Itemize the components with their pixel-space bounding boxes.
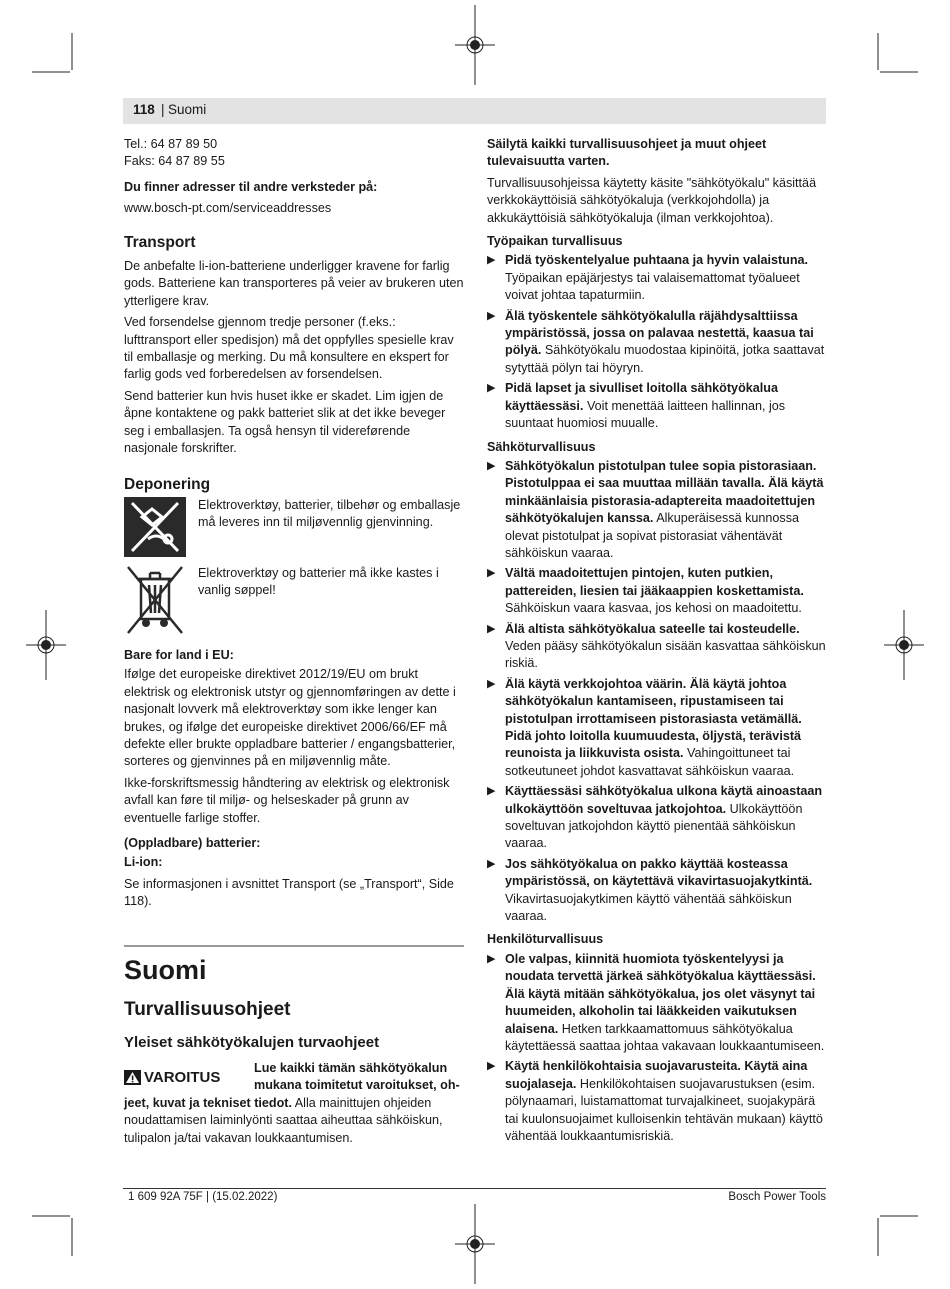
list-item [487,783,827,853]
warning-rest: Alla mainittujen ohjeiden noudattamisen laiminlyönti saattaa aiheuttaa sähköiskun, tulipalon ja/tai vakavan loukkaantumisen. [124,1095,443,1145]
disposal-text-2: Elektroverktøy og batterier må ikke kastes i vanlig søppel! [198,565,439,598]
warning-block [124,1060,464,1095]
item-bold: Pidä lapset ja sivulliset loitolla sähkötyökalua käyttäessäsi. [505,381,778,413]
warning-lead-line-3: jeet, kuvat ja tekniset tiedot. [124,1095,292,1110]
contact-tel: Tel.: 64 87 89 50 [124,137,218,151]
item-text: Työpaikan epäjärjestys tai valaisemattomat työalueet voivat johtaa tapaturmiin. [505,270,800,303]
list-item [487,621,827,673]
left-column [124,136,464,1151]
liion-label: Li-ion: [124,855,163,870]
footer-brand: Bosch Power Tools [728,1191,826,1203]
item-bold: Sähkötyökalun pistotulpan tulee sopia pistorasiaan. Pistotulppaa ei saa muuttaa millään tavalla. Älä käytä minkäänlaisia pistorasia-adaptereita maadoitettujen sähkötyökalujen kanssa. [505,458,824,526]
item-text: Sähkötyökalu muodostaa kipinöitä, jotka saattavat sytyttää pölyn tai höyryn. [505,343,825,375]
item-text: Ulkokäyttöön soveltuvan jatkojohdon käyttö pienentää sähköiskun vaaraa. [505,801,803,851]
warning-label-text: VAROITUS [144,1068,221,1086]
list-item [487,458,827,562]
crossed-wheelie-bin-icon [124,565,194,635]
item-text: Voit menettää laitteen hallinnan, jos suuntaat huomiosi muualle. [505,398,786,431]
item-text: Alkuperäisessä kunnossa olevat pistotulpat ja sopivat pistorasiat vähentävät sähköiskun vaaraa. [505,511,800,560]
list-item [487,308,827,378]
registration-mark-icon [884,610,924,680]
item-bold: Pidä työskentelyalue puhtaana ja hyvin valaistuna. [505,253,809,268]
registration-mark-icon [455,1204,495,1284]
liion-paragraph: Se informasjonen i avsnittet Transport (se „Transport“, Side 118). [124,876,454,909]
header-band [123,98,826,124]
list-item [487,856,827,926]
transport-paragraph-3: Send batterier kun hvis huset ikke er skadet. Lim igjen de åpne kontaktene og pakk batteriet slik at det ikke beveger seg i emballasjen. Ta også hensyn til videreførende nasjonale forskrifter. [124,388,446,456]
page-number: 118 [133,102,155,117]
list-item [487,676,827,780]
section-heading: Yleiset sähkötyökalujen turvaohjeet [124,1033,380,1051]
bullet-arrow-icon: ▶ [487,567,496,580]
section-divider [124,945,464,947]
item-bold: Vältä maadoitettujen pintojen, kuten putkien, pattereiden, liesien tai jääkaappien koskettamista. [505,566,804,598]
eu-label: Bare for land i EU: [124,647,234,662]
transport-heading: Transport [124,233,196,251]
disposal-text-1: Elektroverktøy, batterier, tilbehør og emballasje må leveres inn til miljøvennlig gjenvinning. [198,497,461,530]
batteries-label: (Oppladbare) batterier: [124,835,261,850]
bullet-arrow-icon: ▶ [487,677,496,690]
addresses-label: Du finner adresser til andre verksteder på: [124,179,378,194]
disposal-row-1 [124,497,464,559]
item-text: Vikavirtasuojakytkimen käyttö vähentää sähköiskun vaaraa. [505,891,792,924]
bullet-arrow-icon: ▶ [487,459,496,472]
work-area-heading: Työpaikan turvallisuus [487,234,623,249]
language-heading: Suomi [124,954,207,985]
registration-mark-icon [26,610,66,680]
bullet-arrow-icon: ▶ [487,857,496,870]
work-area-list [487,252,827,432]
personal-safety-list [487,951,827,1145]
disposal-row-2 [124,565,464,635]
bullet-arrow-icon: ▶ [487,254,496,267]
bullet-arrow-icon: ▶ [487,309,496,322]
bullet-arrow-icon: ▶ [487,382,496,395]
item-bold: Jos sähkötyökalua on pakko käyttää kosteassa ympäristössä, on käytettävä vikavirtasuojakytkintä. [505,856,813,889]
item-bold: Älä käytä verkkojohtoa väärin. Älä käytä johtoa sähkötyökalun kantamiseen, ripustamiseen tai pistotulpan irrottamiseen pistorasiasta vetämällä. Pidä johto loitolla kuumuudesta, öljystä, terävistä reunoista ja liikkuvista osista. [505,676,802,761]
list-item [487,1058,827,1145]
no-household-waste-icon [124,497,194,559]
item-bold: Ole valpas, kiinnitä huomiota työskentelyysi ja noudata tervettä järkeä sähkötyökalua käyttäessäsi. Älä käytä mitään sähkötyökalua, jos olet väsynyt tai huumeiden, alkoholin tai lääkkeiden vaikutuksen alaisena. [505,951,816,1036]
item-text: Hetken tarkkaamattomuus sähkötyökalua käytettäessä saattaa johtaa vakavaan loukkaantumiseen. [505,1021,825,1053]
list-item [487,951,827,1055]
transport-paragraph-2: Ved forsendelse gjennom tredje personer (f.eks.: lufttransport eller spedisjon) må det oppfylles spesielle krav til emballasje og merking. Du må konsultere en ekspert for farlig gods ved forberedelsen av forsendelsen. [124,315,454,382]
item-bold: Älä altista sähkötyökalua sateelle tai kosteudelle. [505,621,800,636]
item-bold: Älä työskentele sähkötyökalulla räjähdysalttiissa ympäristössä, jossa on palavaa nestettä, kaasua tai pölyä. [505,308,814,358]
keep-instructions: Säilytä kaikki turvallisuusohjeet ja muut ohjeet tulevaisuutta varten. [487,137,767,169]
footer-doc-code: 1 609 92A 75F | (15.02.2022) [128,1191,278,1203]
transport-paragraph-1: De anbefalte li-ion-batteriene underligger kravene for farlig gods. Batteriene kan transporteres på veier av brukeren uten ytterligere krav. [124,259,464,308]
item-text: Henkilökohtaisen suojavarustuksen (esim. pölynaamari, luistamattomat turvajalkineet, suojakypärä tai kuulonsuojaimet kulloisenkin tehtävän mukaan) käyttö vähentää loukkaantumisriskiä. [505,1076,823,1143]
list-item [487,252,827,304]
item-text: Vahingoittuneet tai sotkeutuneet johdot kasvattavat sähköiskun vaaraa. [505,746,795,778]
warning-paragraph [124,1095,464,1147]
footer-rule [123,1188,826,1189]
list-item [487,565,827,617]
item-text: Sähköiskun vaara kasvaa, jos kehosi on maadoitettu. [505,601,802,616]
bullet-arrow-icon: ▶ [487,1060,496,1073]
bullet-arrow-icon: ▶ [487,952,496,965]
item-bold: Käytä henkilökohtaisia suojavarusteita. Käytä aina suojalaseja. [505,1059,808,1091]
addresses-url: www.bosch-pt.com/serviceaddresses [124,201,332,216]
contact-fax: Faks: 64 87 89 55 [124,154,225,169]
right-column [487,136,827,1149]
term-paragraph: Turvallisuusohjeissa käytetty käsite "sähkötyökalu" käsittää verkkokäyttöisiä sähkötyökaluja (verkkojohdolla) ja akkukäyttöisiä sähkötyökaluja (ilman verkkojohtoa). [487,175,817,225]
electrical-heading: Sähköturvallisuus [487,439,596,454]
bullet-arrow-icon: ▶ [487,622,496,635]
header-separator: | [161,102,165,117]
item-bold: Käyttäessäsi sähkötyökalua ulkona käytä ainoastaan ulkokäyttöön soveltuvaa jatkojohtoa. [505,784,823,816]
eu-paragraph-1: Ifølge det europeiske direktivet 2012/19/EU om brukt elektrisk og elektronisk utstyr og gjennomføringen av dette i nasjonalt lovverk må elektroverktøy som ikke lenger kan brukes, og ifølge det europeiske direktivet 2006/66/EF må defekte eller brukte oppladbare batterier / engangsbatterier, sorteres og gjenvinnes på en miljøvennlig måte. [124,667,456,769]
warning-lead-line-1: Lue kaikki tämän sähkötyökalun [254,1061,448,1075]
item-text: Veden pääsy sähkötyökalun sisään kasvattaa sähköiskun riskiä. [505,638,826,671]
chapter-heading: Turvallisuusohjeet [124,998,291,1020]
header-language: Suomi [168,102,207,117]
eu-paragraph-2: Ikke-forskriftsmessig håndtering av elektrisk og elektronisk avfall kan føre til miljø- og helseskader på grunn av eventuelle farlige stoffer. [124,775,450,825]
bullet-arrow-icon: ▶ [487,785,496,798]
personal-safety-heading: Henkilöturvallisuus [487,932,604,947]
electrical-list [487,458,827,926]
disposal-heading: Deponering [124,475,211,493]
warning-triangle-icon [124,1070,141,1085]
warning-label [124,1060,254,1095]
warning-lead-line-2: mukana toimitetut varoitukset, oh- [254,1078,460,1093]
list-item [487,380,827,432]
registration-mark-icon [455,5,495,85]
